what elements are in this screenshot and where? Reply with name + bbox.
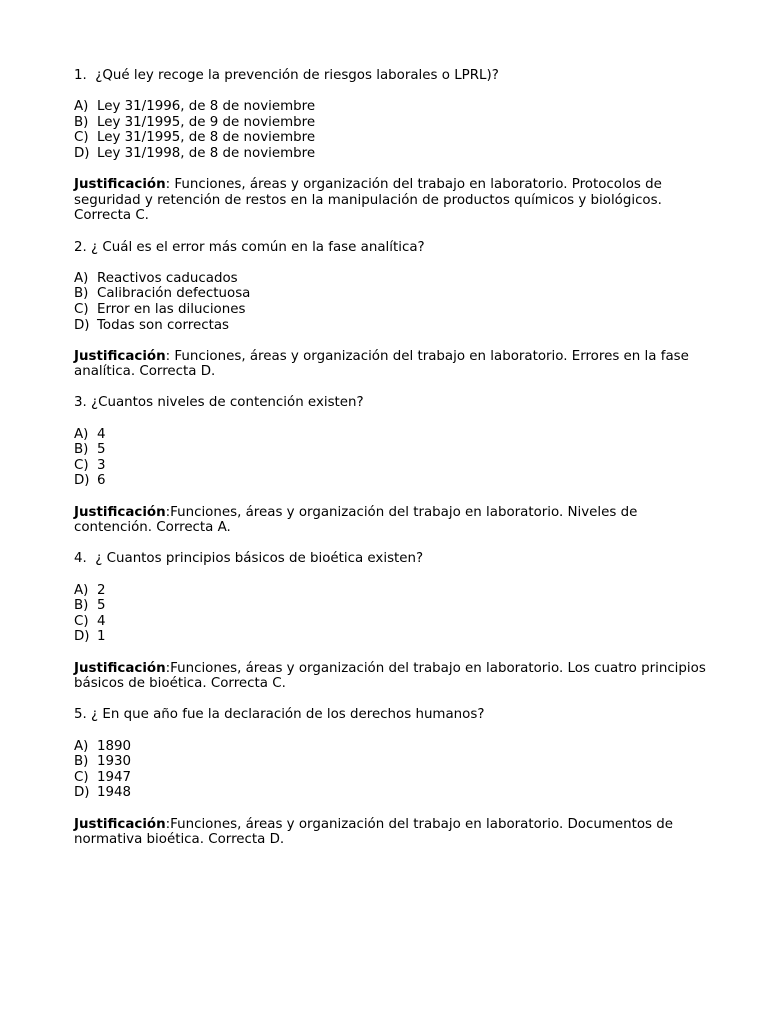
option-text: 1890 (97, 738, 132, 754)
justification (74, 505, 714, 536)
question-2 (74, 240, 714, 380)
options-list (74, 271, 714, 333)
options-list (74, 739, 714, 801)
option-text: Ley 31/1996, de 8 de noviembre (97, 99, 316, 115)
option-b (74, 115, 714, 131)
option-letter: A) (74, 582, 89, 598)
option-text: 5 (97, 598, 106, 614)
option-a (74, 271, 714, 287)
question-text: 3. ¿Cuantos niveles de contención existen? (74, 395, 364, 411)
question-5 (74, 707, 714, 847)
option-text: 4 (97, 426, 106, 442)
question-3 (74, 395, 714, 535)
question-text: 2. ¿ Cuál es el error más común en la fase analítica? (74, 239, 425, 255)
option-text: 1930 (97, 754, 132, 770)
options-list (74, 99, 714, 161)
justification-label: Justificación (74, 348, 166, 364)
document-page (74, 68, 714, 863)
justification-label: Justificación (74, 660, 166, 676)
option-letter: B) (74, 114, 89, 130)
question-text: 4. ¿ Cuantos principios básicos de bioética existen? (74, 551, 424, 567)
option-b (74, 598, 714, 614)
option-letter: B) (74, 442, 89, 458)
option-letter: A) (74, 99, 89, 115)
justification-label: Justificación (74, 177, 166, 193)
justification-text: : Funciones, áreas y organización del trabajo en laboratorio. Protocolos de seguridad y retención de restos en la manipulación de productos químicos y biológicos. Correcta C. (74, 177, 662, 224)
option-d (74, 146, 714, 162)
option-text: Ley 31/1995, de 8 de noviembre (97, 130, 316, 146)
justification-text: :Funciones, áreas y organización del trabajo en laboratorio. Niveles de contención. Correcta A. (74, 504, 638, 536)
option-letter: D) (74, 317, 90, 333)
option-d (74, 785, 714, 801)
option-a (74, 427, 714, 443)
option-text: Calibración defectuosa (97, 286, 251, 302)
option-c (74, 614, 714, 630)
options-list (74, 583, 714, 645)
option-letter: C) (74, 457, 89, 473)
option-letter: A) (74, 738, 89, 754)
justification-text: : Funciones, áreas y organización del trabajo en laboratorio. Errores en la fase analítica. Correcta D. (74, 348, 689, 380)
option-letter: B) (74, 598, 89, 614)
option-text: Todas son correctas (97, 317, 230, 333)
question-text: 5. ¿ En que año fue la declaración de los derechos humanos? (74, 707, 485, 723)
option-text: 1947 (97, 769, 132, 785)
justification-label: Justificación (74, 816, 166, 832)
justification (74, 661, 714, 692)
option-d (74, 629, 714, 645)
option-b (74, 442, 714, 458)
option-c (74, 770, 714, 786)
question-1 (74, 68, 714, 224)
justification (74, 817, 714, 848)
option-text: 2 (97, 582, 106, 598)
option-text: Ley 31/1995, de 9 de noviembre (97, 114, 316, 130)
option-letter: B) (74, 754, 89, 770)
options-list (74, 427, 714, 489)
option-d (74, 473, 714, 489)
option-letter: D) (74, 785, 90, 801)
option-c (74, 302, 714, 318)
option-letter: A) (74, 270, 89, 286)
option-text: 3 (97, 457, 106, 473)
option-letter: D) (74, 629, 90, 645)
justification (74, 177, 714, 224)
option-letter: C) (74, 130, 89, 146)
option-text: 5 (97, 442, 106, 458)
option-letter: A) (74, 426, 89, 442)
option-d (74, 318, 714, 334)
option-a (74, 583, 714, 599)
option-letter: C) (74, 301, 89, 317)
option-b (74, 286, 714, 302)
justification-label: Justificación (74, 504, 166, 520)
question-4 (74, 551, 714, 691)
option-letter: C) (74, 769, 89, 785)
justification-text: :Funciones, áreas y organización del trabajo en laboratorio. Los cuatro principios básicos de bioética. Correcta C. (74, 660, 706, 692)
option-letter: D) (74, 145, 90, 161)
option-text: 4 (97, 613, 106, 629)
option-a (74, 739, 714, 755)
option-text: Reactivos caducados (97, 270, 238, 286)
option-c (74, 130, 714, 146)
option-a (74, 99, 714, 115)
question-text: 1. ¿Qué ley recoge la prevención de riesgos laborales o LPRL)? (74, 68, 499, 83)
option-letter: C) (74, 613, 89, 629)
option-b (74, 754, 714, 770)
option-text: 1948 (97, 785, 132, 801)
option-text: 1 (97, 629, 106, 645)
option-text: Error en las diluciones (97, 301, 246, 317)
option-text: Ley 31/1998, de 8 de noviembre (97, 145, 316, 161)
justification-text: :Funciones, áreas y organización del trabajo en laboratorio. Documentos de normativa bioética. Correcta D. (74, 816, 674, 848)
option-c (74, 458, 714, 474)
justification (74, 349, 714, 380)
option-letter: D) (74, 473, 90, 489)
option-letter: B) (74, 286, 89, 302)
option-text: 6 (97, 473, 106, 489)
